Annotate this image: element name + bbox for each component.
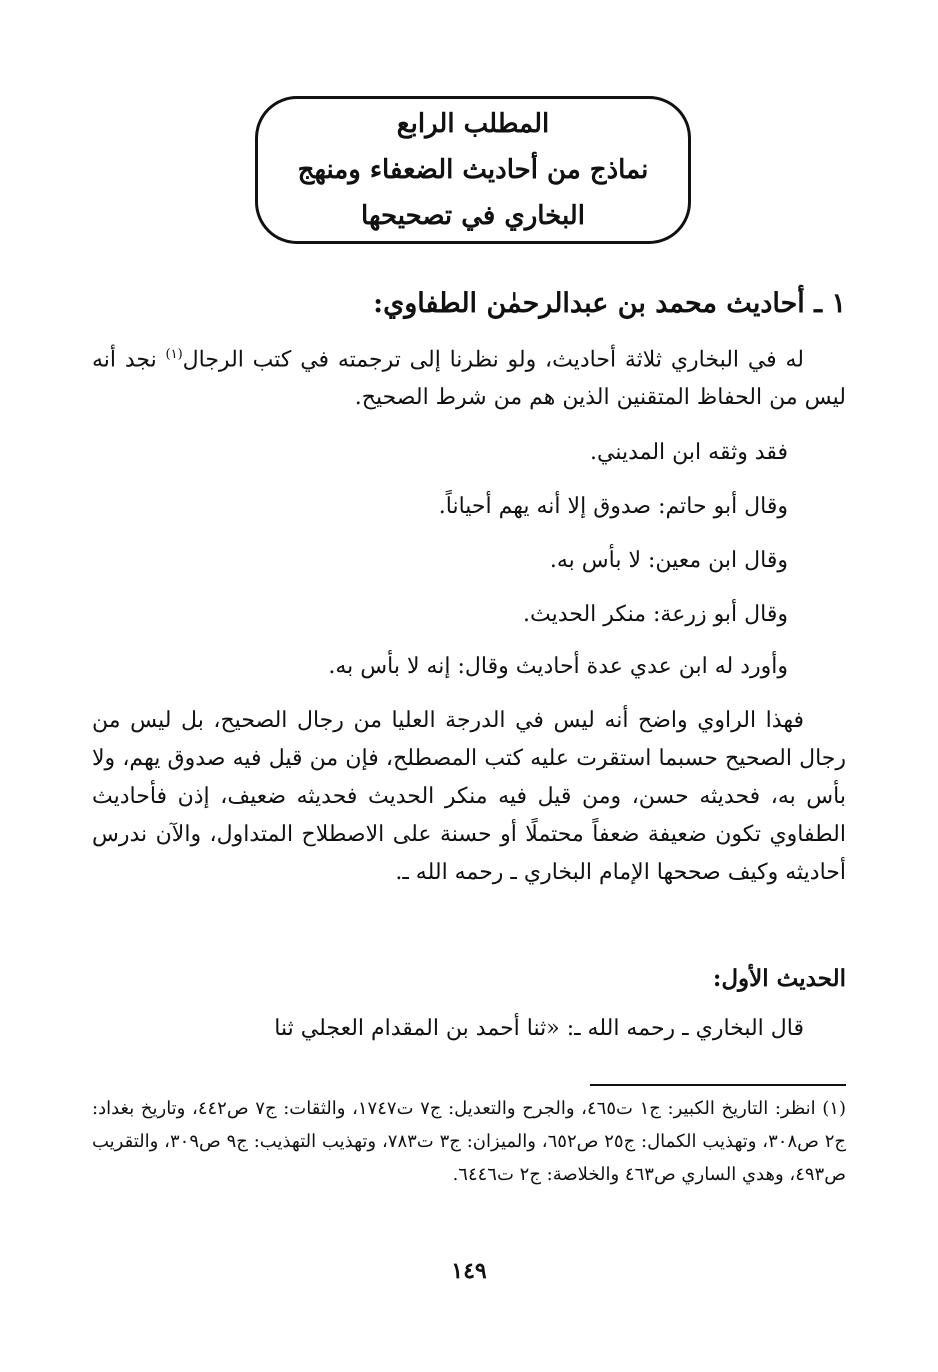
quote-ibn-main: وقال ابن معين: لا بأس به. [549,548,788,573]
intro-text: له في البخاري ثلاثة أحاديث، ولو نظرنا إلى ترجمته في كتب الرجال [182,347,804,373]
quote-abu-zura: وقال أبو زرعة: منكر الحديث. [523,602,788,627]
quote-ibn-al-madini: فقد وثقه ابن المديني. [590,440,788,465]
analysis-paragraph: فهذا الراوي واضح أنه ليس في الدرجة العليا من رجال الصحيح، بل ليس من رجال الصحيح حسبما استقرت عليه كتب المصطلح، فإن من قيل فيه صدوق يهم، ولا بأس به، فحديثه حسن، ومن قيل فيه منكر الحديث فحديثه ضعيف، إذن فأحاديث الطفاوي تكون ضعيفة ضعفاً محتملًا أو حسنة على الاصطلاح المتداول، والآن ندرس أحاديثه وكيف صححها الإمام البخاري ـ رحمه الله ـ. [92,708,846,885]
page-number: ١٤٩ [451,1258,487,1284]
title-line-3: البخاري في تصحيحها [361,201,585,231]
footnote-divider [590,1084,846,1086]
first-hadith-text: قال البخاري ـ رحمه الله ـ: «ثنا أحمد بن المقدام العجلي ثنا [274,1016,804,1041]
title-line-1: المطلب الرابع [396,109,550,139]
chapter-title-box [255,96,691,244]
first-hadith-heading: الحديث الأول: [712,965,846,992]
intro-text-after: نجد أنه ليس من الحفاظ المتقنين الذين هم من شرط الصحيح. [92,347,846,411]
footnote: (١) انظر: التاريخ الكبير: ج١ ت٤٦٥، والجرح والتعديل: ج٧ ت١٧٤٧، والثقات: ج٧ ص٤٤٢، وتاريخ بغداد: ج٢ ص٣٠٨، وتهذيب الكمال: ج٢٥ ص٦٥٢، والميزان: ج٣ ت٧٨٣، وتهذيب التهذيب: ج٩ ص٣٠٩، والتقريب ص٤٩٣، وهدي الساري ص٤٦٣ والخلاصة: ج٢ ت٦٤٤٦. [92,1098,847,1185]
title-line-2: نماذج من أحاديث الضعفاء ومنهج [297,155,649,185]
intro-paragraph [92,336,846,417]
quote-ibn-adi: وأورد له ابن عدي عدة أحاديث وقال: إنه لا بأس به. [328,654,788,679]
footnote-reference: (١) [165,347,183,362]
section-heading: ١ ـ أحاديث محمد بن عبدالرحمٰن الطفاوي: [373,288,846,319]
quote-abu-hatim: وقال أبو حاتم: صدوق إلا أنه يهم أحياناً. [438,494,788,519]
